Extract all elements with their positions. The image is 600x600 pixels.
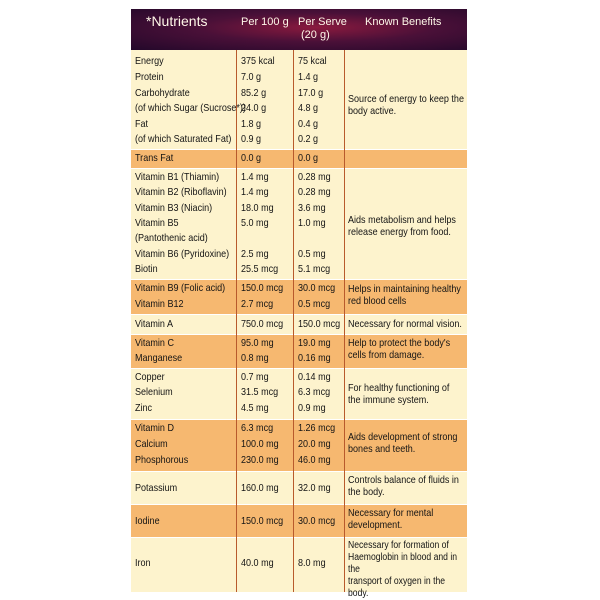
value-per-100g: 750.0 mcg — [241, 318, 284, 330]
nutrient-name: (of which Sugar (Sucrose*)) — [135, 102, 246, 114]
nutrient-name: Phosphorous — [135, 454, 189, 466]
value-per-serve: 4.8 g — [298, 102, 319, 114]
column-divider — [293, 50, 294, 592]
value-per-serve: 75 kcal — [298, 55, 327, 67]
value-per-100g: 230.0 mg — [241, 454, 279, 466]
value-per-100g: 5.0 mg — [241, 217, 269, 229]
row-divider — [131, 471, 467, 472]
value-per-100g: 1.4 mg — [241, 186, 269, 198]
value-per-100g: 0.9 g — [241, 133, 262, 145]
value-per-serve: 0.4 g — [298, 118, 319, 130]
value-per-serve: 150.0 mcg — [298, 318, 341, 330]
header-known-benefits: Known Benefits — [365, 16, 442, 28]
row-divider — [131, 314, 467, 315]
nutrient-name: Vitamin B1 (Thiamin) — [135, 171, 220, 183]
value-per-serve: 0.5 mcg — [298, 298, 331, 310]
value-per-serve: 0.14 mg — [298, 371, 331, 383]
nutrient-name: Vitamin B12 — [135, 298, 184, 310]
value-per-serve: 5.1 mcg — [298, 263, 331, 275]
nutrient-name: Biotin — [135, 263, 158, 275]
value-per-100g: 0.8 mg — [241, 352, 269, 364]
row-divider — [131, 504, 467, 505]
nutrient-name: Fat — [135, 118, 149, 130]
benefit-text: Necessary for mental development. — [348, 507, 434, 531]
row-divider — [131, 419, 467, 420]
value-per-serve: 1.4 g — [298, 71, 319, 83]
nutrient-name: Vitamin D — [135, 422, 174, 434]
nutrient-name: Vitamin A — [135, 318, 173, 330]
value-per-100g: 100.0 mg — [241, 438, 279, 450]
header-serve-size: (20 g) — [301, 29, 330, 41]
value-per-100g: 150.0 mcg — [241, 515, 284, 527]
nutrient-name: Iodine — [135, 515, 160, 527]
nutrient-name: Vitamin B9 (Folic acid) — [135, 282, 226, 294]
nutrient-name: Copper — [135, 371, 165, 383]
nutrient-name: (of which Saturated Fat) — [135, 133, 232, 145]
value-per-100g: 0.7 mg — [241, 371, 269, 383]
nutrient-name-detail: (Pantothenic acid) — [135, 232, 208, 244]
value-per-100g: 150.0 mcg — [241, 282, 284, 294]
value-per-serve: 20.0 mg — [298, 438, 331, 450]
value-per-100g: 0.0 g — [241, 152, 262, 164]
value-per-100g: 18.0 mg — [241, 202, 274, 214]
value-per-100g: 31.5 mcg — [241, 386, 279, 398]
value-per-serve: 1.0 mg — [298, 217, 326, 229]
value-per-serve: 46.0 mg — [298, 454, 331, 466]
value-per-serve: 0.28 mg — [298, 186, 331, 198]
benefit-text: Aids metabolism and helps release energy from food. — [348, 214, 456, 238]
nutrient-name: Carbohydrate — [135, 87, 190, 99]
value-per-serve: 1.26 mcg — [298, 422, 336, 434]
value-per-serve: 0.0 g — [298, 152, 319, 164]
row-divider — [131, 368, 467, 369]
nutrient-name: Vitamin B2 (Riboflavin) — [135, 186, 227, 198]
row-divider — [131, 334, 467, 335]
nutrient-name: Vitamin B3 (Niacin) — [135, 202, 213, 214]
value-per-serve: 6.3 mcg — [298, 386, 331, 398]
value-per-serve: 30.0 mcg — [298, 515, 336, 527]
value-per-100g: 2.5 mg — [241, 248, 269, 260]
value-per-serve: 8.0 mg — [298, 557, 326, 569]
value-per-100g: 85.2 g — [241, 87, 267, 99]
column-divider — [344, 50, 345, 592]
value-per-100g: 2.7 mcg — [241, 298, 274, 310]
row-divider — [131, 279, 467, 280]
benefit-text: Source of energy to keep the body active. — [348, 93, 464, 117]
nutrient-name: Zinc — [135, 402, 153, 414]
nutrient-name: Vitamin B5 — [135, 217, 179, 229]
benefit-text: Necessary for normal vision. — [348, 318, 462, 330]
table-header — [131, 9, 467, 50]
nutrient-name: Iron — [135, 557, 151, 569]
nutrient-name: Trans Fat — [135, 152, 174, 164]
nutrient-name: Vitamin B6 (Pyridoxine) — [135, 248, 230, 260]
benefit-text: For healthy functioning of the immune system. — [348, 382, 450, 406]
nutrient-name: Calcium — [135, 438, 168, 450]
value-per-serve: 30.0 mcg — [298, 282, 336, 294]
value-per-serve: 0.9 mg — [298, 402, 326, 414]
nutrition-table — [131, 9, 467, 599]
value-per-serve: 19.0 mg — [298, 337, 331, 349]
value-per-100g: 1.8 g — [241, 118, 262, 130]
nutrient-name: Energy — [135, 55, 164, 67]
nutrient-name: Selenium — [135, 386, 173, 398]
value-per-serve: 0.28 mg — [298, 171, 331, 183]
row-divider — [131, 537, 467, 538]
benefit-text: Help to protect the body's cells from damage. — [348, 337, 451, 361]
benefit-text: Helps in maintaining healthy red blood cells — [348, 283, 461, 307]
value-per-100g: 4.5 mg — [241, 402, 269, 414]
value-per-100g: 25.5 mcg — [241, 263, 279, 275]
benefit-text: Necessary for formation of Haemoglobin in blood and in the transport of oxygen in the body. — [348, 540, 458, 599]
value-per-serve: 3.6 mg — [298, 202, 326, 214]
header-nutrients: *Nutrients — [146, 13, 208, 29]
header-per-100g: Per 100 g — [241, 16, 289, 28]
column-divider — [236, 50, 237, 592]
row-divider — [131, 168, 467, 169]
header-per-serve: Per Serve — [298, 16, 347, 28]
value-per-serve: 0.2 g — [298, 133, 319, 145]
nutrient-name: Potassium — [135, 482, 178, 494]
value-per-100g: 160.0 mg — [241, 482, 279, 494]
value-per-100g: 95.0 mg — [241, 337, 274, 349]
benefit-text: Controls balance of fluids in the body. — [348, 474, 459, 498]
value-per-serve: 0.5 mg — [298, 248, 326, 260]
value-per-100g: 40.0 mg — [241, 557, 274, 569]
value-per-serve: 17.0 g — [298, 87, 324, 99]
value-per-100g: 24.0 g — [241, 102, 267, 114]
value-per-100g: 6.3 mcg — [241, 422, 274, 434]
nutrient-name: Protein — [135, 71, 164, 83]
value-per-100g: 375 kcal — [241, 55, 275, 67]
value-per-serve: 0.16 mg — [298, 352, 331, 364]
value-per-serve: 32.0 mg — [298, 482, 331, 494]
nutrient-name: Manganese — [135, 352, 183, 364]
nutrient-name: Vitamin C — [135, 337, 174, 349]
row-divider — [131, 149, 467, 150]
value-per-100g: 1.4 mg — [241, 171, 269, 183]
benefit-text: Aids development of strong bones and teeth. — [348, 431, 458, 455]
value-per-100g: 7.0 g — [241, 71, 262, 83]
